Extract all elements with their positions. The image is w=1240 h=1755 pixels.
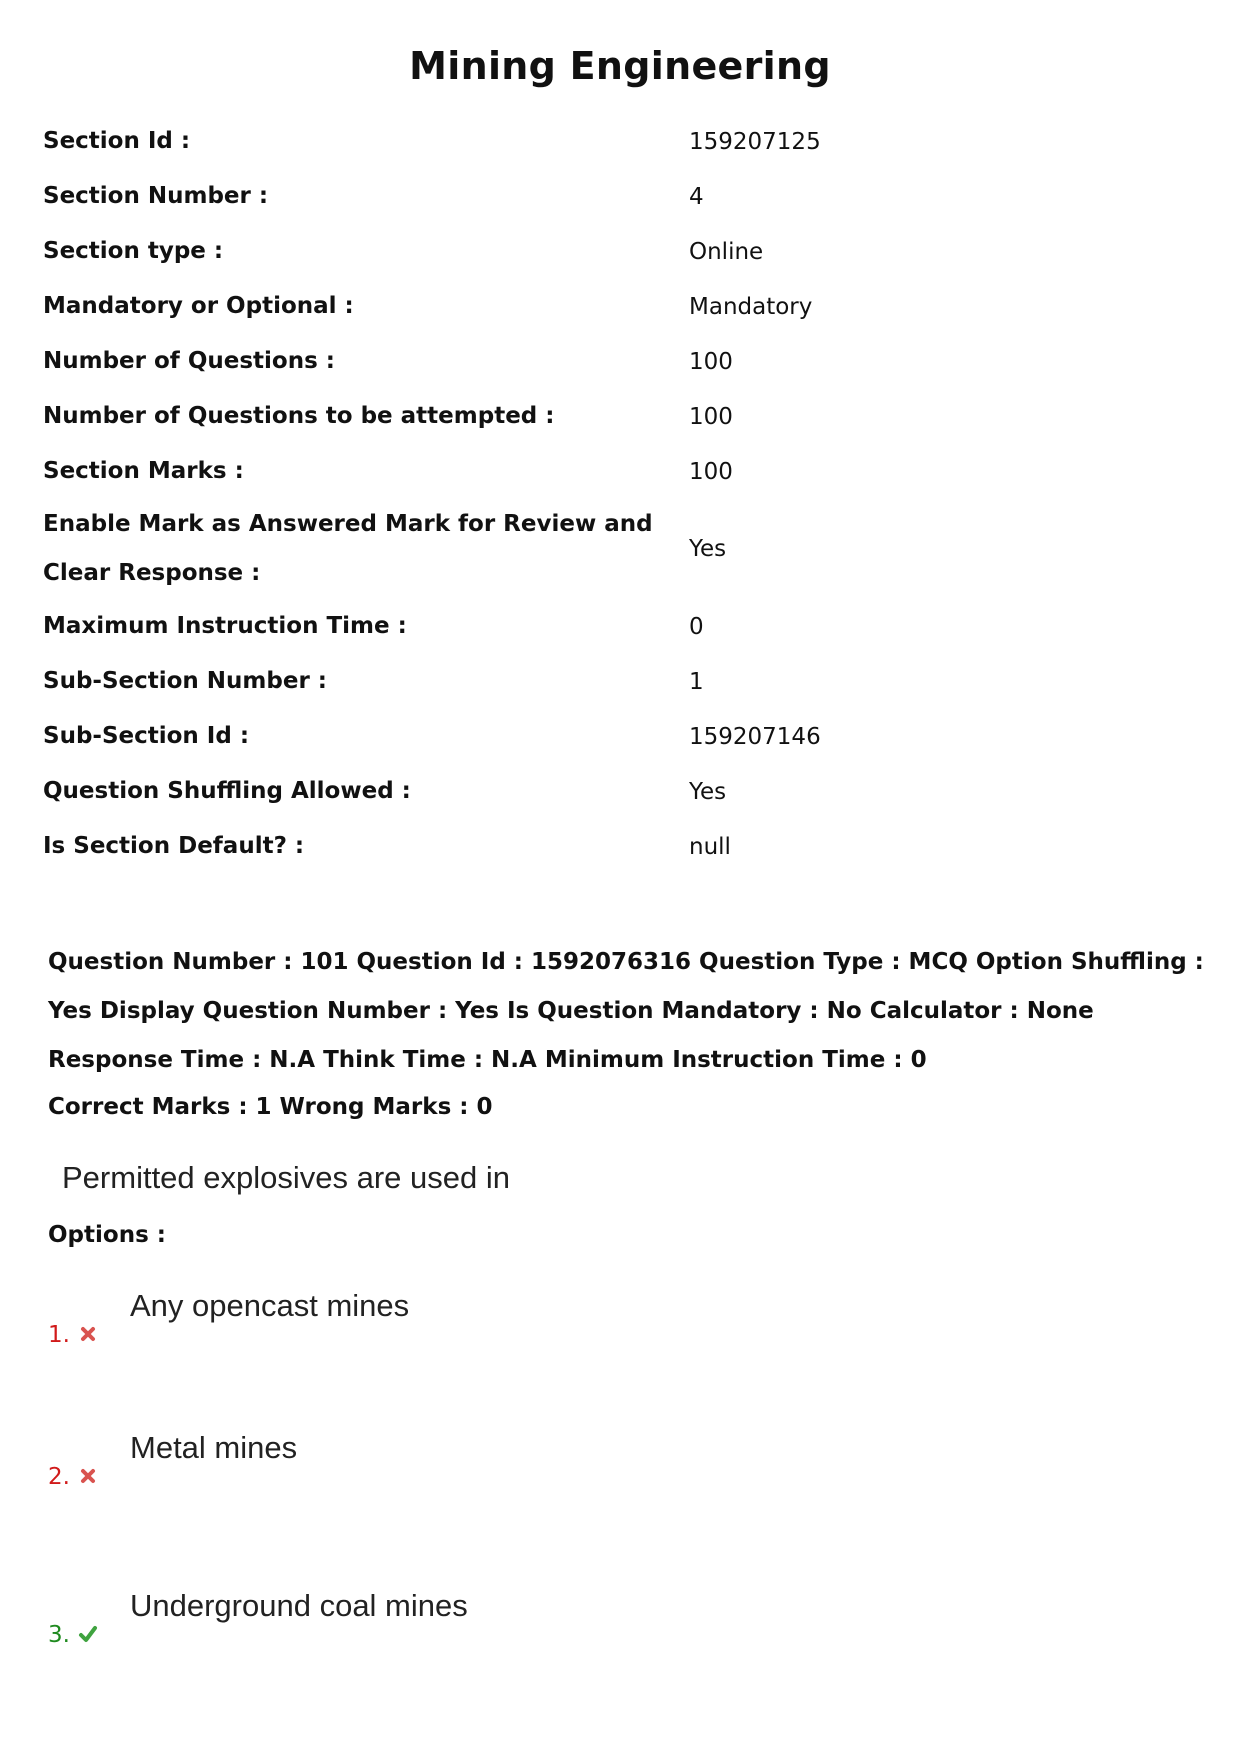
section-info-row: [43, 709, 1193, 764]
option-text: Underground coal mines: [130, 1588, 468, 1623]
page-title: Mining Engineering: [409, 44, 831, 88]
enable-mark-label: Enable Mark as Answered Mark for Review and Clear Response :: [43, 511, 653, 586]
section-default-label: Is Section Default? :: [43, 833, 305, 859]
subsection-number-label: Sub-Section Number :: [43, 668, 328, 694]
mandatory-label: Mandatory or Optional :: [43, 293, 354, 319]
num-questions-label: Number of Questions :: [43, 348, 335, 374]
section-info-row: [43, 764, 1193, 819]
subsection-id-label: Sub-Section Id :: [43, 723, 250, 749]
section-info-row: [43, 654, 1193, 709]
section-info-row: [43, 334, 1193, 389]
section-marks-label: Section Marks :: [43, 458, 244, 484]
section-info-row: [43, 169, 1193, 224]
section-info-row: [43, 599, 1193, 654]
section-info-row: [43, 279, 1193, 334]
section-info-row: [43, 499, 1193, 599]
cross-icon: [78, 1324, 98, 1344]
section-default-value: null: [689, 833, 731, 860]
question-info: Question Number : 101 Question Id : 1592076316 Question Type : MCQ Option Shuffling : Yes Display Question Number : Yes Is Question Mandatory : No Calculator : None Response Time : N.A Think Time : N.A Minimum Instruction Time : 0: [48, 949, 1204, 1073]
shuffling-value: Yes: [689, 778, 727, 805]
section-info-table: [43, 114, 1193, 874]
option-text: Metal mines: [130, 1430, 298, 1465]
section-id-label: Section Id :: [43, 128, 191, 154]
section-type-value: Online: [689, 238, 764, 265]
num-questions-value: 100: [689, 348, 733, 375]
question-text: Permitted explosives are used in: [62, 1160, 511, 1195]
section-number-value: 4: [689, 183, 704, 210]
num-attempt-label: Number of Questions to be attempted :: [43, 403, 555, 429]
subsection-id-value: 159207146: [689, 723, 821, 750]
section-marks-value: 100: [689, 458, 733, 485]
check-icon: [78, 1624, 98, 1644]
section-info-row: [43, 114, 1193, 169]
section-number-label: Section Number :: [43, 183, 269, 209]
shuffling-label: Question Shuffling Allowed :: [43, 778, 411, 804]
option-text: Any opencast mines: [130, 1288, 410, 1323]
subsection-number-value: 1: [689, 668, 704, 695]
option-3: [48, 1588, 848, 1648]
section-info-row: [43, 819, 1193, 874]
options-label: Options :: [48, 1222, 166, 1248]
num-attempt-value: 100: [689, 403, 733, 430]
option-2: [48, 1430, 848, 1490]
section-id-value: 159207125: [689, 128, 821, 155]
max-instruction-value: 0: [689, 613, 704, 640]
section-info-row: [43, 444, 1193, 499]
option-number: 3.: [48, 1622, 70, 1648]
section-info-row: [43, 389, 1193, 444]
mandatory-value: Mandatory: [689, 293, 813, 320]
cross-icon: [78, 1466, 98, 1486]
option-number: 1.: [48, 1322, 70, 1348]
question-marks: Correct Marks : 1 Wrong Marks : 0: [48, 1094, 493, 1120]
section-info-row: [43, 224, 1193, 279]
enable-mark-value: Yes: [689, 536, 727, 562]
option-number: 2.: [48, 1464, 70, 1490]
option-1: [48, 1288, 848, 1348]
max-instruction-label: Maximum Instruction Time :: [43, 613, 407, 639]
section-type-label: Section type :: [43, 238, 224, 264]
